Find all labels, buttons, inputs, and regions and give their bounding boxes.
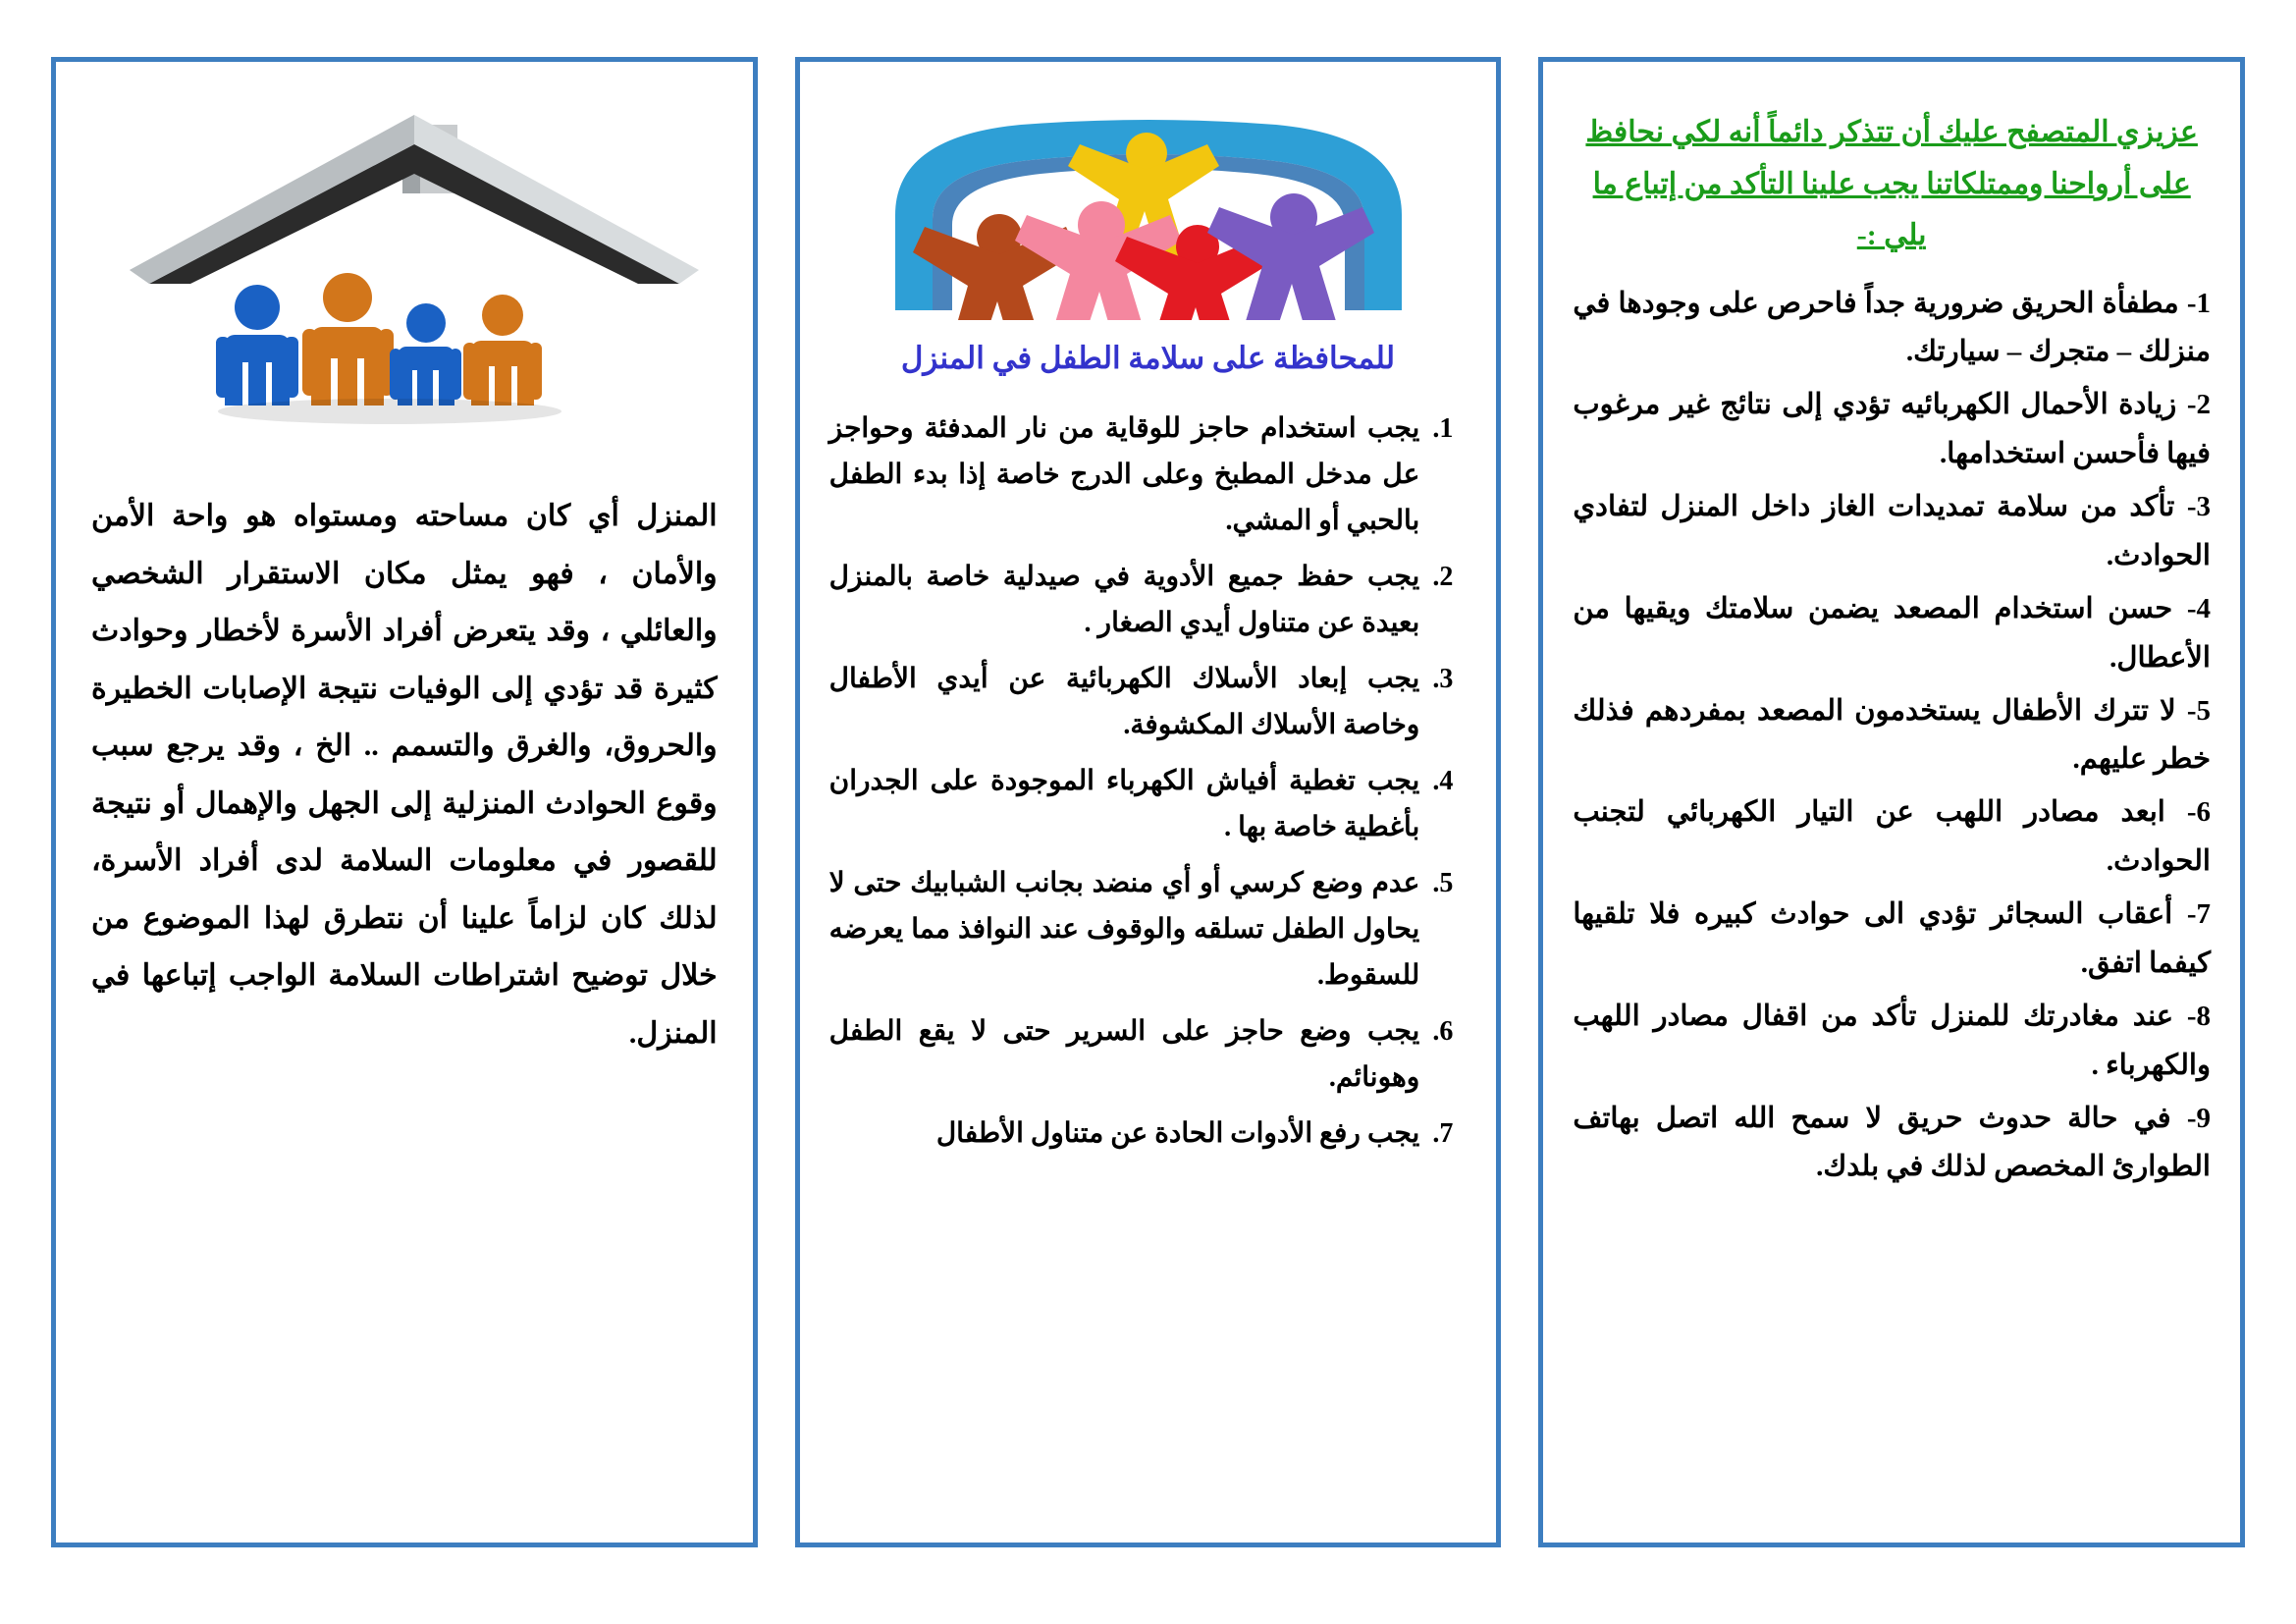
list-item: 4. يجب تغطية أفياش الكهرباء الموجودة على الجدران بأغطية خاصة بها . bbox=[829, 758, 1426, 850]
list-item: 8- عند مغادرتك للمنزل تأكد من اقفال مصادر اللهب والكهرباء . bbox=[1573, 1000, 2211, 1081]
list-item: 6. يجب وضع حاجز على السرير حتى لا يقع الطفل وهونائم. bbox=[829, 1008, 1426, 1101]
panel-home-intro bbox=[51, 57, 758, 1547]
list-item: 2. يجب حفظ جميع الأدوية في صيدلية خاصة بالمنزل بعيدة عن متناول أيدي الصغار . bbox=[829, 554, 1426, 646]
list-item: 3- تأكد من سلامة تمديدات الغاز داخل المنزل لتفادي الحوادث. bbox=[1573, 491, 2211, 571]
list-item: 5. عدم وضع كرسي أو أي منضد بجانب الشبابيك حتى لا يحاول الطفل تسلقه والوقوف عند النوافذ مما يعرضه للسقوط. bbox=[829, 860, 1426, 999]
list-item: 5- لا تترك الأطفال يستخدمون المصعد بمفردهم فذلك خطر عليهم. bbox=[1573, 694, 2211, 776]
list-item: 9- في حالة حدوث حريق لا سمح الله اتصل بهاتف الطوارئ المخصص لذلك في بلدك. bbox=[1573, 1102, 2211, 1183]
panel-safety-tips bbox=[1538, 57, 2245, 1547]
paragraph-text: المنزل أي كان مساحته ومستواه هو واحة الأمن والأمان ، فهو يمثل مكان الاستقرار الشخصي والعائلي ، وقد يتعرض أفراد الأسرة لأخطار وحوادث كثيرة قد تؤدي إلى الوفيات نتيجة الإصابات الخطيرة والحروق، والغرق والتسمم .. الخ ، وقد يرجع سبب وقوع الحوادث المنزلية إلى الجهل والإهمال أو نتيجة للقصور في معلومات السلامة لدى أفراد الأسرة، لذلك كان لزاماً علينا أن نتطرق لهذا الموضوع من خلال توضيح اشتراطات السلامة الواجب إتباعها في المنزل. bbox=[90, 500, 718, 1050]
list-item: 6- ابعد مصادر اللهب عن التيار الكهربائي لتجنب الحوادث. bbox=[1573, 796, 2211, 878]
child-safety-list bbox=[829, 406, 1468, 1157]
family-figures-logo-icon bbox=[874, 109, 1423, 320]
panel-child-safety-title: للمحافظة على سلامة الطفل في المنزل bbox=[900, 341, 1396, 375]
logo-container bbox=[829, 101, 1468, 327]
list-item: 3. يجب إبعاد الأسلاك الكهربائية عن أيدي الأطفال وخاصة الأسلاك المكشوفة. bbox=[829, 656, 1426, 748]
list-item: 7- أعقاب السجائر تؤدي الى حوادث كبيره فلا تلقيها كيفما اتفق. bbox=[1573, 898, 2211, 979]
house-image-container bbox=[85, 105, 723, 429]
panel-safety-tips-heading: عزيزي المتصفح عليك أن تتذكر دائماً أنه لكي نحافظ على أرواحنا وممتلكاتنا يجب علينا التأكد من إتباع ما يلي :- bbox=[1585, 116, 2198, 251]
panel-child-safety bbox=[795, 57, 1502, 1547]
home-intro-paragraph bbox=[85, 488, 723, 1062]
list-item: 1. يجب استخدام حاجز للوقاية من نار المدفئة وحواجز عل مدخل المطبخ وعلى الدرج خاصة إذا بدء الطفل بالحبي أو المشي. bbox=[829, 406, 1426, 544]
house-with-family-icon bbox=[90, 105, 719, 429]
list-item: 4- حسن استخدام المصعد يضمن سلامتك ويقيها من الأعطال. bbox=[1573, 592, 2211, 674]
list-item: 1- مطفأة الحريق ضرورية جداً فاحرص على وجودها في منزلك – متجرك – سيارتك. bbox=[1573, 287, 2211, 368]
safety-tips-list bbox=[1573, 280, 2211, 1193]
list-item: 7. يجب رفع الأدوات الحادة عن متناول الأطفال bbox=[829, 1110, 1426, 1157]
list-item: 2- زيادة الأحمال الكهربائيه تؤدي إلى نتائج غير مرغوب فيها فأحسن استخدامها. bbox=[1573, 389, 2211, 470]
